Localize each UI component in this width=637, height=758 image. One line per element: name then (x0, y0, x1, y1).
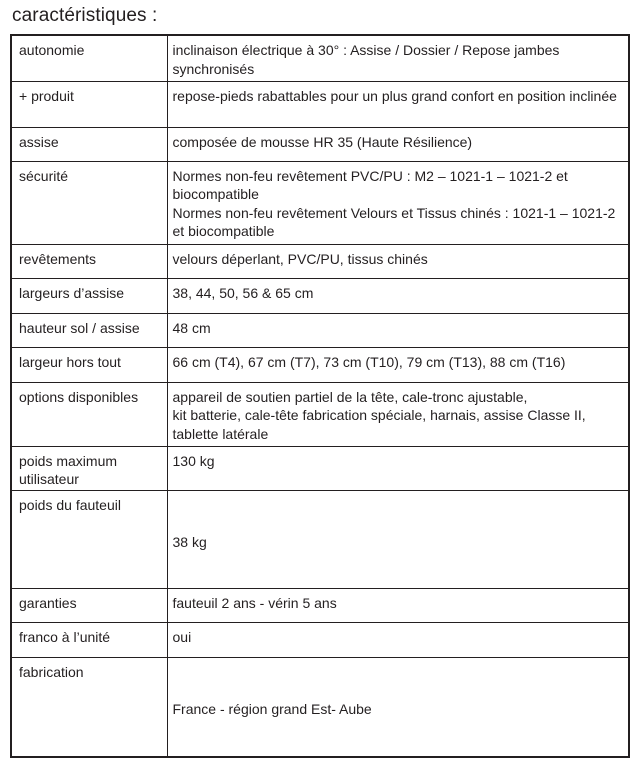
row-value (167, 244, 629, 278)
table-row (11, 658, 629, 757)
row-value (167, 382, 629, 446)
row-label: garanties (11, 589, 167, 623)
row-label: poids maximum utilisateur (11, 446, 167, 490)
table-row (11, 382, 629, 446)
table-row (11, 623, 629, 658)
specifications-table (10, 34, 630, 758)
row-label: revêtements (11, 244, 167, 278)
row-label: assise (11, 127, 167, 161)
value-line: 48 cm (172, 319, 211, 336)
row-label: largeurs d’assise (11, 278, 167, 313)
table-row (11, 244, 629, 278)
value-line: 66 cm (T4), 67 cm (T7), 73 cm (T10), 79 cm (T13), 88 cm (T16) (172, 353, 566, 370)
table-row (11, 589, 629, 623)
table-row (11, 127, 629, 161)
row-value (167, 347, 629, 382)
row-label: sécurité (11, 161, 167, 244)
row-label: + produit (11, 81, 167, 127)
row-label: options disponibles (11, 382, 167, 446)
row-value (167, 127, 629, 161)
value-line: France - région grand Est- Aube (172, 701, 372, 717)
row-value (167, 658, 629, 757)
row-value (167, 278, 629, 313)
row-label: poids du fauteuil (11, 490, 167, 589)
table-row (11, 347, 629, 382)
value-line: composée de mousse HR 35 (Haute Résilience) (172, 133, 473, 150)
row-value (167, 446, 629, 490)
value-line: inclinaison électrique à 30° : Assise / Dossier / Repose jambes synchronisés (172, 42, 560, 77)
value-line: oui (172, 629, 192, 645)
row-label: largeur hors tout (11, 347, 167, 382)
value-line: 38 kg (172, 533, 207, 550)
value-line: Normes non-feu revêtement PVC/PU : M2 – 1021-1 – 1021-2 et biocompatible (172, 167, 568, 202)
row-label: franco à l’unité (11, 623, 167, 658)
row-value (167, 313, 629, 347)
value-line: fauteuil 2 ans - vérin 5 ans (172, 595, 337, 611)
table-row (11, 278, 629, 313)
row-value (167, 35, 629, 81)
value-line: velours déperlant, PVC/PU, tissus chinés (172, 250, 428, 267)
row-label: fabrication (11, 658, 167, 757)
value-line: repose-pieds rabattables pour un plus grand confort en position inclinée (172, 87, 617, 104)
value-line: 38, 44, 50, 56 & 65 cm (172, 284, 314, 301)
page-title: caractéristiques : (12, 5, 158, 26)
value-line: kit batterie, cale-tête fabrication spéciale, harnais, assise Classe II, (172, 407, 586, 423)
value-line: Normes non-feu revêtement Velours et Tissus chinés : 1021-1 – 1021-2 et biocompatible (172, 204, 616, 239)
table-row (11, 446, 629, 490)
row-value (167, 161, 629, 244)
row-value (167, 589, 629, 623)
table-row (11, 81, 629, 127)
row-value (167, 490, 629, 589)
value-line: appareil de soutien partiel de la tête, cale-tronc ajustable, (172, 388, 528, 405)
value-line: tablette latérale (172, 425, 269, 442)
table-row (11, 161, 629, 244)
table-row (11, 313, 629, 347)
table-row (11, 35, 629, 81)
value-line: 130 kg (172, 452, 215, 469)
row-label: hauteur sol / assise (11, 313, 167, 347)
row-value (167, 81, 629, 127)
table-row (11, 490, 629, 589)
row-label: autonomie (11, 35, 167, 81)
row-value (167, 623, 629, 658)
